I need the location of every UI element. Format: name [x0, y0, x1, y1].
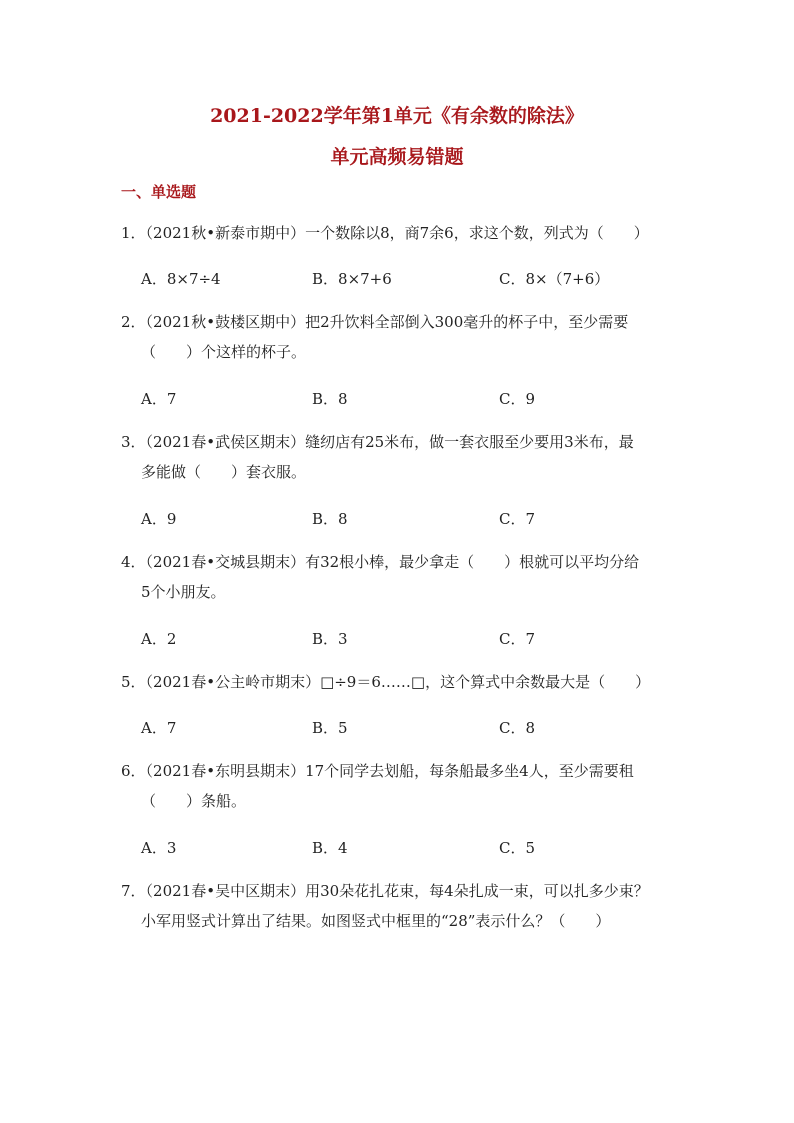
- question-4-text-line-1: 4．（2021春•交城县期末）有32根小棒，最少拿走（ ）根就可以平均分给: [121, 553, 640, 571]
- question-5-option-c: C．8: [499, 719, 536, 737]
- question-1-text: 1．（2021秋•新泰市期中）一个数除以8，商7余6，求这个数，列式为（ ）: [121, 224, 649, 242]
- question-3-option-a: A．9: [141, 510, 177, 528]
- question-2-text-line-1: 2．（2021秋•鼓楼区期中）把2升饮料全部倒入300毫升的杯子中，至少需要: [121, 313, 629, 331]
- question-5-option-a: A．7: [141, 719, 177, 737]
- question-6-option-b: B．4: [312, 839, 348, 857]
- question-6-text-line-1: 6．（2021春•东明县期末）17个同学去划船，每条船最多坐4人，至少需要租: [121, 762, 634, 780]
- question-7-text-line-1: 7．（2021春•吴中区期末）用30朵花扎花束，每4朵扎成一束，可以扎多少束？: [121, 882, 649, 900]
- question-1-option-a: A．8×7÷4: [141, 270, 221, 288]
- question-6-option-c: C．5: [499, 839, 536, 857]
- question-2: [121, 307, 681, 367]
- question-3-text-line-1: 3．（2021春•武侯区期末）缝纫店有25米布，做一套衣服至少要用3米布，最: [121, 433, 634, 451]
- question-5-text: 5．（2021春•公主岭市期末）□÷9＝6……□，这个算式中余数最大是（ ）: [121, 673, 651, 691]
- question-3-option-c: C．7: [499, 510, 536, 528]
- question-3-text-line-2: 多能做（ ）套衣服。: [141, 463, 307, 481]
- question-6-option-a: A．3: [141, 839, 177, 857]
- question-4-text-line-2: 5个小朋友。: [141, 583, 226, 601]
- question-1-option-c: C．8×（7+6）: [499, 270, 610, 288]
- question-5: [121, 667, 681, 697]
- question-3-option-b: B．8: [312, 510, 348, 528]
- question-6-text-line-2: （ ）条船。: [141, 792, 247, 810]
- question-2-option-c: C．9: [499, 390, 536, 408]
- question-2-option-a: A．7: [141, 390, 177, 408]
- question-6: [121, 756, 681, 816]
- question-1: [121, 218, 681, 248]
- question-4-option-a: A．2: [141, 630, 177, 648]
- question-7: [121, 876, 701, 936]
- question-4-option-c: C．7: [499, 630, 536, 648]
- question-7-text-line-2: 小军用竖式计算出了结果。如图竖式中框里的“28”表示什么？（ ）: [141, 912, 611, 930]
- question-4: [121, 547, 681, 607]
- question-2-option-b: B．8: [312, 390, 348, 408]
- question-1-option-b: B．8×7+6: [312, 270, 392, 288]
- document-title: 2021-2022学年第1单元《有余数的除法》: [210, 105, 584, 127]
- question-5-option-b: B．5: [312, 719, 348, 737]
- question-3: [121, 427, 681, 487]
- question-4-option-b: B．3: [312, 630, 348, 648]
- section-heading: 一、单选题: [121, 183, 197, 201]
- question-2-text-line-2: （ ）个这样的杯子。: [141, 343, 307, 361]
- document-subtitle: 单元高频易错题: [330, 146, 464, 168]
